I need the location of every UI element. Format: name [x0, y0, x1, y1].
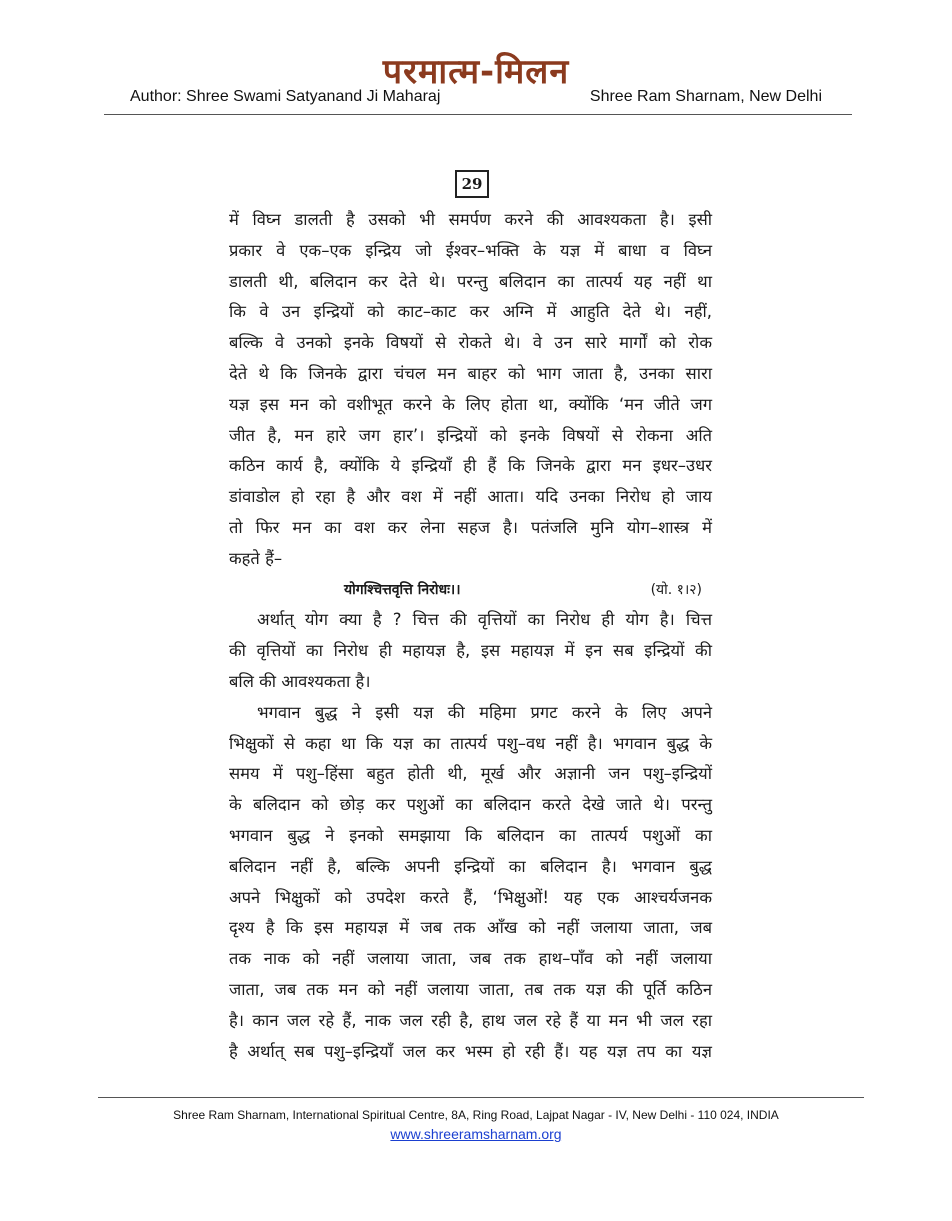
text-line: समय में पशु–हिंसा बहुत होती थी, मूर्ख और अज्ञानी जन पशु–इन्द्रियों [229, 764, 712, 784]
text-line: दृश्य है कि इस महायज्ञ में जब तक आँख को नहीं जलाया जाता, जब [229, 918, 712, 938]
sanskrit-verse: योगश्चित्तवृत्ति निरोधः।। [344, 581, 461, 598]
text-line: बल्कि वे उनको इनके विषयों से रोकते थे। वे उन सारे मार्गों को रोक [229, 333, 712, 353]
text-line: भगवान बुद्ध ने इनको समझाया कि बलिदान का तात्पर्य पशुओं का [229, 825, 712, 845]
text-line: डांवाडोल हो रहा है और वश में नहीं आता। यदि उनका निरोध हो जाय [229, 487, 712, 507]
text-line: तो फिर मन का वश कर लेना सहज है। पतंजलि मुनि योग–शास्त्र में [229, 517, 712, 537]
website-link[interactable]: www.shreeramsharnam.org [390, 1126, 562, 1142]
text-line: जीत है, मन हारे जग हार’। इन्द्रियों को इनके विषयों से रोकना अति [229, 425, 712, 445]
verse-row [229, 575, 712, 606]
body-text [229, 205, 712, 1067]
text-line: कहते हैं– [229, 548, 283, 568]
text-line: डालती थी, बलिदान कर देते थे। परन्तु बलिदान का तात्पर्य यह नहीं था [229, 271, 712, 291]
text-line: है। कान जल रहे हैं, नाक जल रही है, हाथ जल रहे हैं या मन भी जल रहा [229, 1010, 712, 1030]
paragraph-3 [229, 698, 712, 1068]
text-line: देते थे कि जिनके द्वारा चंचल मन बाहर को भाग जाता है, उनका सारा [229, 363, 712, 383]
text-line: बलिदान नहीं है, बल्कि अपनी इन्द्रियों का बलिदान है। भगवान बुद्ध [229, 856, 712, 876]
text-line: भगवान बुद्ध ने इसी यज्ञ की महिमा प्रगट करने के लिए अपने [257, 702, 712, 722]
text-line: अर्थात् योग क्या है ? चित्त की वृत्तियों का निरोध ही योग है। चित्त [257, 610, 712, 630]
text-line: भिक्षुकों से कहा था कि यज्ञ का तात्पर्य पशु–वध नहीं है। भगवान बुद्ध के [229, 733, 712, 753]
text-line: है अर्थात् सब पशु–इन्द्रियाँ जल कर भस्म हो रही हैं। यह यज्ञ तप का यज्ञ [229, 1041, 712, 1061]
text-line: जाता, जब तक मन को नहीं जलाया जाता, तब तक यज्ञ की पूर्ति कठिन [229, 979, 712, 999]
paragraph-2 [229, 605, 712, 697]
text-line: में विघ्न डालती है उसको भी समर्पण करने की आवश्यकता है। इसी [229, 210, 712, 229]
header-divider [104, 114, 852, 115]
text-line: कठिन कार्य है, क्योंकि ये इन्द्रियाँ ही हैं कि जिनके द्वारा मन इधर–उधर [229, 456, 712, 476]
text-line: अपने भिक्षुकों को उपदेश करते हैं, ‘भिक्षुओं! यह एक आश्चर्यजनक [229, 887, 712, 907]
publisher-line: Shree Ram Sharnam, New Delhi [589, 88, 822, 105]
text-line: यज्ञ इस मन को वशीभूत करने के लिए होता था, क्योंकि ‘मन जीते जग [229, 394, 712, 414]
text-line: तक नाक को नहीं जलाया जाता, जब तक हाथ–पाँव को नहीं जलाया [229, 949, 712, 969]
footer-divider [98, 1097, 864, 1098]
text-line: प्रकार वे एक–एक इन्द्रिय जो ईश्वर–भक्ति के यज्ञ में बाधा व विघ्न [229, 240, 712, 260]
book-title: परमात्म-मिलन [382, 52, 570, 92]
footer-address: Shree Ram Sharnam, International Spiritual Centre, 8A, Ring Road, Lajpat Nagar - IV, New Delhi - 110 024, INDIA [173, 1108, 779, 1122]
paragraph-1 [229, 205, 712, 575]
text-line: की वृत्तियों का निरोध ही महायज्ञ है, इस महायज्ञ में इन सब इन्द्रियों की [229, 641, 712, 661]
text-line: के बलिदान को छोड़ कर पशुओं का बलिदान करते देखे जाते थे। परन्तु [229, 795, 712, 815]
page-number: 29 [455, 170, 489, 198]
author-line: Author: Shree Swami Satyanand Ji Maharaj [130, 88, 441, 105]
verse-reference: (यो. १।२) [650, 581, 702, 598]
text-line: बलि की आवश्यकता है। [229, 671, 371, 691]
text-line: कि वे उन इन्द्रियों को काट–काट कर अग्नि में आहुति देते थे। नहीं, [229, 302, 712, 322]
